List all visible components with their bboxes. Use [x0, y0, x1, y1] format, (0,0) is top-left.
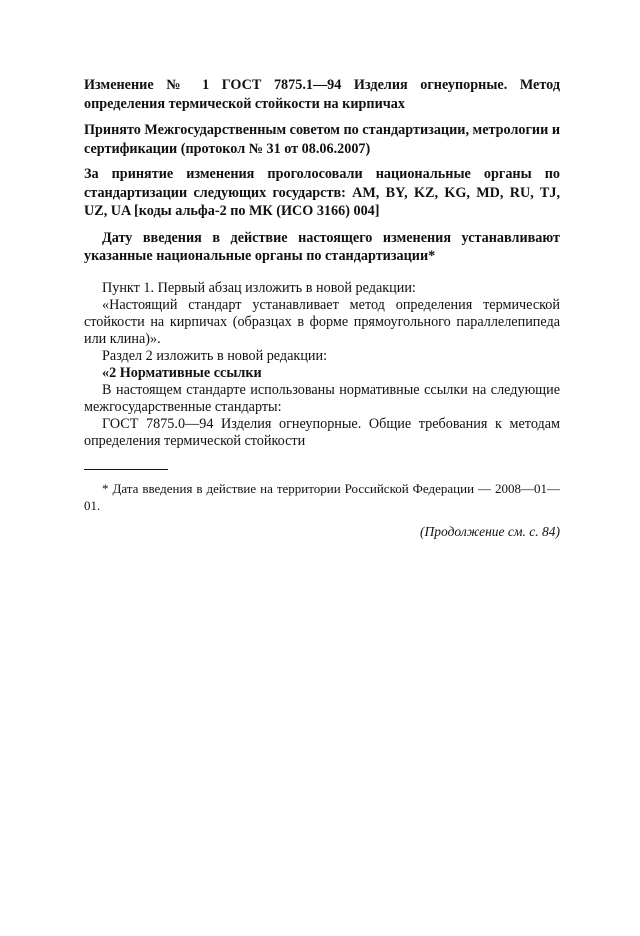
- paragraph-clause-1: Пункт 1. Первый абзац изложить в новой редакции:: [102, 279, 416, 296]
- section-heading-normative-references: «2 Нормативные ссылки: [102, 364, 262, 381]
- paragraph-scope-text: «Настоящий стандарт устанавливает метод определения термической стойкости на кирпичах (образцах в форме прямоугольного параллелепипеда или клина)».: [84, 296, 560, 347]
- effective-date-note: Дату введения в действие настоящего изменения устанавливают указанные национальные органы по стандартизации*: [84, 229, 560, 264]
- footnote-divider: [84, 469, 168, 470]
- amendment-title: Изменение № 1 ГОСТ 7875.1—94 Изделия огнеупорные. Метод определения термической стойкости на кирпичах: [84, 77, 560, 112]
- paragraph-gost-reference: ГОСТ 7875.0—94 Изделия огнеупорные. Общие требования к методам определения термической стойкости: [84, 415, 560, 449]
- document-page: [84, 76, 560, 540]
- adoption-statement: Принято Межгосударственным советом по стандартизации, метрологии и сертификации (протокол № 31 от 08.06.2007): [84, 122, 561, 157]
- footnote: * Дата введения в действие на территории Российской Федерации — 2008—01—01.: [84, 480, 560, 513]
- paragraph-references-intro: В настоящем стандарте использованы нормативные ссылки на следующие межгосударственные стандарты:: [84, 381, 560, 415]
- continuation-note: (Продолжение см. с. 84): [420, 523, 560, 539]
- paragraph-section-2: Раздел 2 изложить в новой редакции:: [102, 347, 328, 364]
- voting-states: За принятие изменения проголосовали национальные органы по стандартизации следующих государств: AM, BY, KZ, KG, MD, RU, TJ, UZ, UA [коды альфа-2 по МК (ИСО 3166) 004]: [84, 166, 560, 219]
